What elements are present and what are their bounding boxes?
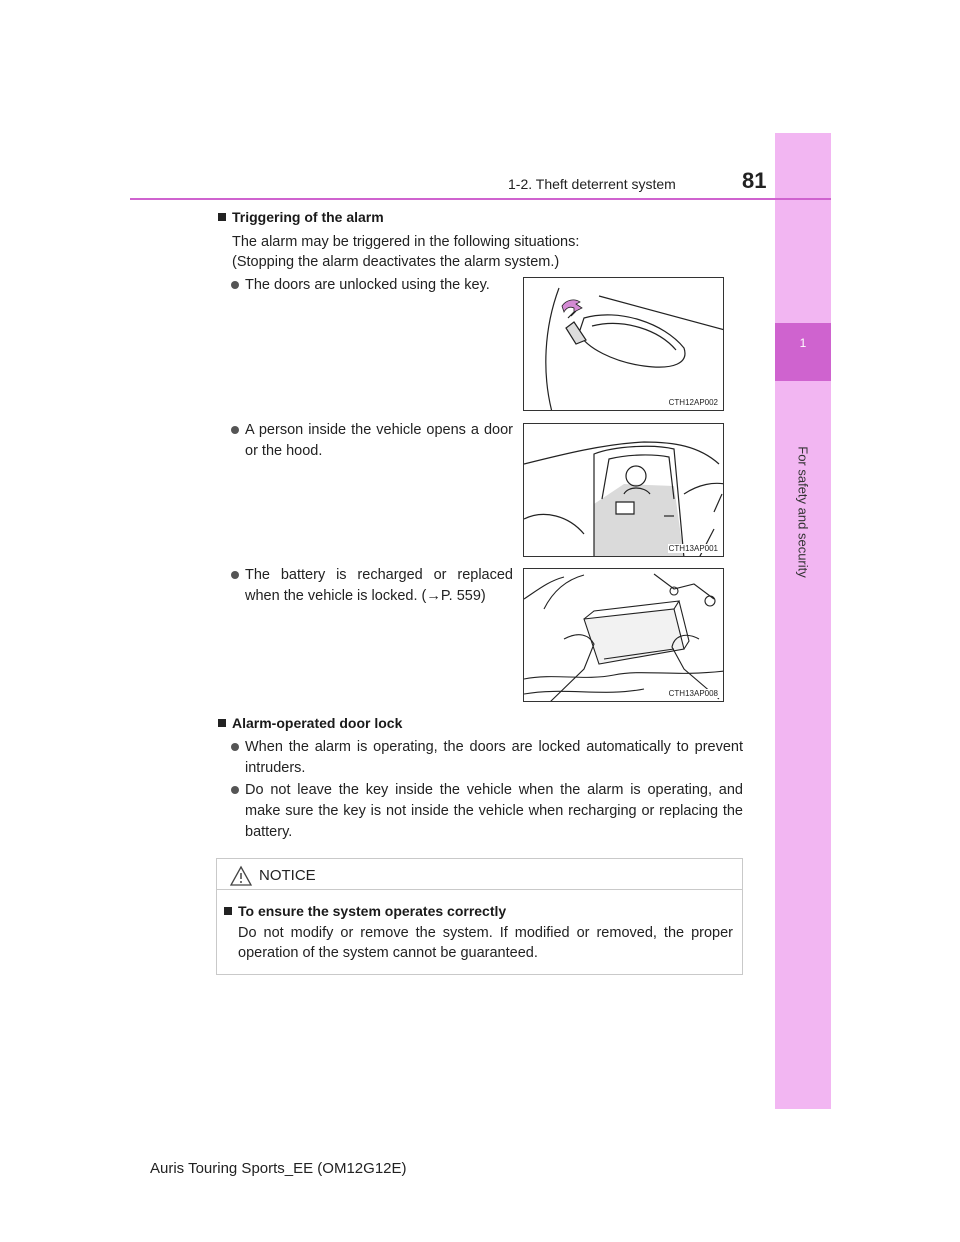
square-bullet-icon [218, 213, 226, 221]
figure-code: CTH13AP001 [668, 544, 718, 553]
chapter-title: For safety and security [795, 446, 811, 578]
figure-person-door [523, 423, 724, 557]
trigger-item-door: A person inside the vehicle opens a door or the hood. [245, 420, 513, 462]
triggering-intro-2: (Stopping the alarm deactivates the alarm system.) [232, 254, 560, 270]
section-title: 1-2. Theft deterrent system [508, 176, 676, 192]
door-handle-illustration [524, 278, 724, 411]
triggering-heading: Triggering of the alarm [218, 209, 384, 225]
trigger-item-key: The doors are unlocked using the key. [245, 275, 513, 296]
figure-code: CTH13AP008 [668, 689, 718, 698]
bullet-icon [231, 281, 239, 289]
notice-box [216, 858, 743, 975]
triggering-intro-1: The alarm may be triggered in the following situations: [232, 234, 580, 250]
door-lock-heading: Alarm-operated door lock [218, 715, 402, 731]
figure-battery [523, 568, 724, 702]
square-bullet-icon [218, 719, 226, 727]
square-bullet-icon [224, 907, 232, 915]
notice-label: NOTICE [259, 867, 316, 884]
figure-code: CTH12AP002 [668, 398, 718, 407]
footer-model: Auris Touring Sports_EE (OM12G12E) [150, 1160, 407, 1177]
trigger-item-battery: The battery is recharged or replaced when the vehicle is locked. (→P. 559) [245, 565, 513, 607]
chapter-number: 1 [799, 336, 807, 350]
chapter-tab [775, 133, 831, 1109]
door-lock-item: When the alarm is operating, the doors are locked automatically to prevent intruders. [245, 737, 743, 779]
chapter-number-tab [775, 323, 831, 381]
bullet-icon [231, 571, 239, 579]
bullet-icon [231, 786, 239, 794]
header-divider [130, 198, 831, 200]
page-number: 81 [742, 168, 767, 193]
person-door-illustration [524, 424, 724, 557]
notice-body: Do not modify or remove the system. If modified or removed, the proper operation of the system cannot be guaranteed. [238, 925, 733, 961]
figure-door-key [523, 277, 724, 411]
warning-icon [229, 865, 253, 887]
notice-header [217, 859, 742, 890]
battery-illustration [524, 569, 724, 702]
bullet-icon [231, 426, 239, 434]
door-lock-item: Do not leave the key inside the vehicle when the alarm is operating, and make sure the key is not inside the vehicle when recharging or replacing the battery. [245, 780, 743, 843]
notice-heading: To ensure the system operates correctly [224, 903, 506, 919]
bullet-icon [231, 743, 239, 751]
